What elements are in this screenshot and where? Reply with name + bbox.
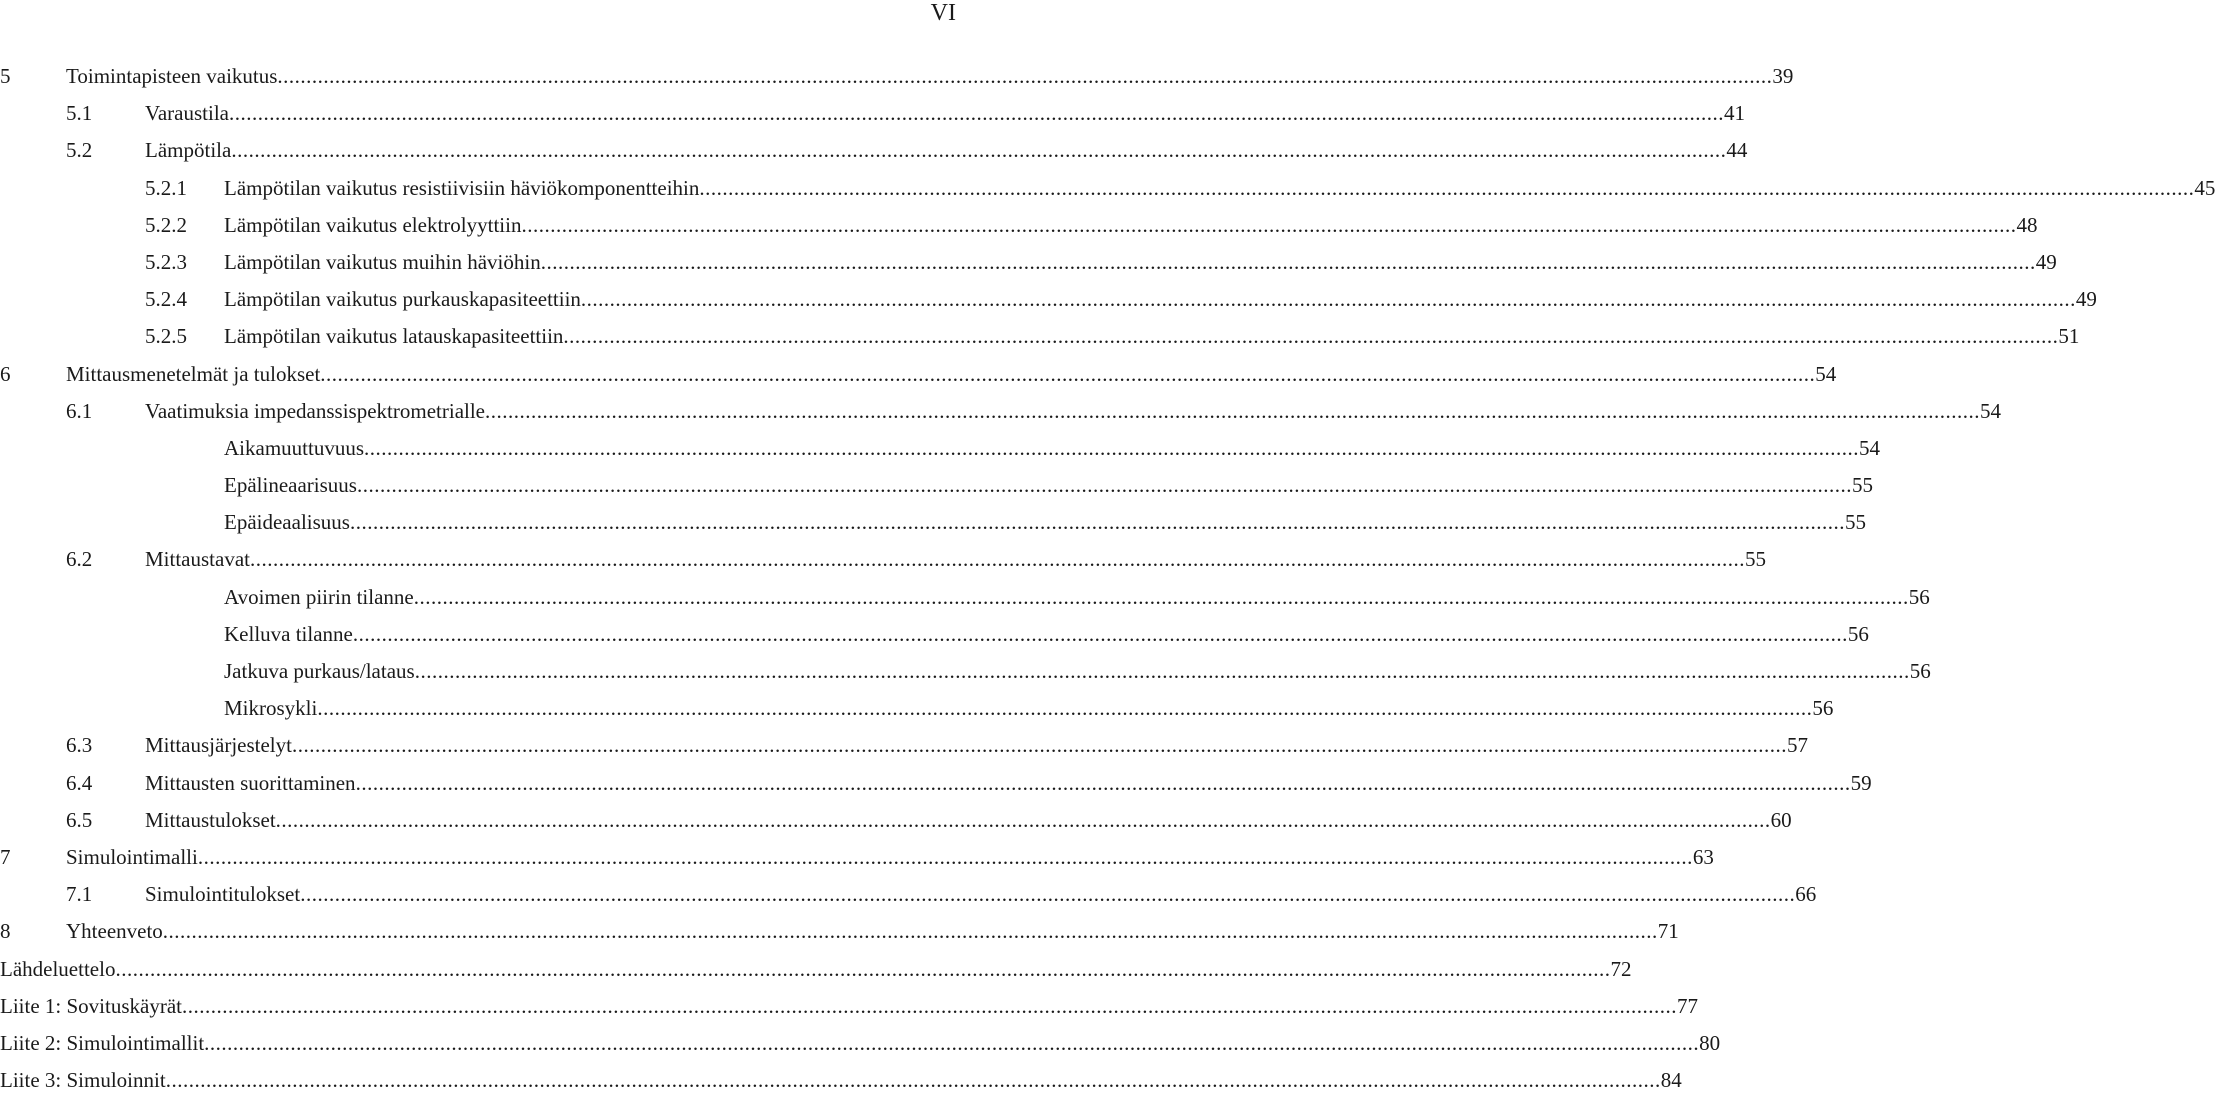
toc-dot-leader: .................................................................................................................................................................................................................................................................... <box>165 1068 1661 1093</box>
toc-entry[interactable] <box>0 616 1869 653</box>
toc-entry-page: 84 <box>1660 1068 1682 1093</box>
toc-entry-title: Simulointimalli <box>66 844 198 869</box>
toc-entry[interactable] <box>0 244 2057 281</box>
toc-entry-page: 55 <box>1744 547 1766 572</box>
toc-entry-number: 5.2.3 <box>145 249 187 274</box>
toc-entry-page: 44 <box>1726 138 1748 163</box>
toc-entry-number: 6.2 <box>66 547 93 572</box>
toc-entry[interactable] <box>0 876 1817 913</box>
toc-entry-title: Lämpötilan vaikutus elektrolyyttiin <box>224 212 522 237</box>
toc-entry-page: 80 <box>1699 1030 1721 1055</box>
toc-entry-title: Liite 2: Simulointimallit <box>0 1030 205 1055</box>
toc-entry[interactable] <box>0 1025 1721 1062</box>
toc-entry[interactable] <box>0 281 2097 318</box>
toc-entry-title: Lämpötila <box>145 138 232 163</box>
toc-entry-title: Mittausten suorittaminen <box>145 770 356 795</box>
toc-entry[interactable] <box>0 653 1931 690</box>
toc-entry-page: 51 <box>2058 324 2080 349</box>
toc-entry-page: 77 <box>1676 993 1698 1018</box>
toc-dot-leader: .................................................................................................................................................................................................................................................................... <box>249 547 1745 572</box>
toc-entry[interactable] <box>0 765 1872 802</box>
toc-dot-leader: .................................................................................................................................................................................................................................................................... <box>364 435 1859 460</box>
toc-entry-title: Lämpötilan vaikutus purkauskapasiteettiin <box>224 287 581 312</box>
toc-entry[interactable] <box>0 132 1748 169</box>
toc-entry-page: 56 <box>1847 621 1869 646</box>
toc-entry-page: 45 <box>2194 175 2215 200</box>
toc-entry-page: 59 <box>1850 770 1872 795</box>
toc-entry-page: 63 <box>1692 844 1714 869</box>
toc-entry-page: 56 <box>1908 584 1930 609</box>
toc-entry-number: 6.1 <box>66 398 93 423</box>
toc-entry-number: 6 <box>0 361 11 386</box>
toc-entry-number: 6.5 <box>66 807 93 832</box>
toc-entry-title: Lähdeluettelo <box>0 956 116 981</box>
toc-dot-leader: .................................................................................................................................................................................................................................................................... <box>162 919 1658 944</box>
toc-entry-page: 57 <box>1786 733 1808 758</box>
toc-dot-leader: .................................................................................................................................................................................................................................................................... <box>317 696 1813 721</box>
toc-entry-title: Epäideaalisuus <box>224 510 350 535</box>
toc-entry[interactable] <box>0 58 1794 95</box>
toc-entry-page: 39 <box>1772 64 1794 88</box>
toc-entry-number: 5.2.5 <box>145 324 187 349</box>
toc-dot-leader: .................................................................................................................................................................................................................................................................... <box>349 510 1845 535</box>
toc-entry-title: Avoimen piirin tilanne <box>224 584 414 609</box>
toc-entry-page: 41 <box>1723 101 1745 126</box>
toc-entry[interactable] <box>0 690 1834 727</box>
toc-entry[interactable] <box>0 356 1837 393</box>
toc-dot-leader: .................................................................................................................................................................................................................................................................... <box>356 473 1852 498</box>
toc-entry-title: Mittaustavat <box>145 547 250 572</box>
toc-entry-title: Lämpötilan vaikutus resistiivisiin häviökomponentteihin <box>224 175 700 200</box>
toc-entry-title: Lämpötilan vaikutus latauskapasiteettiin <box>224 324 564 349</box>
toc-dot-leader: .................................................................................................................................................................................................................................................................... <box>699 175 2195 200</box>
toc-entry-title: Yhteenveto <box>66 919 163 944</box>
toc-entry-page: 48 <box>2016 212 2038 237</box>
toc-entry-title: Aikamuuttuvuus <box>224 435 364 460</box>
toc-entry[interactable] <box>0 95 1745 132</box>
toc-entry[interactable] <box>0 839 1714 876</box>
toc-entry-number: 5.2 <box>66 138 93 163</box>
toc-dot-leader: .................................................................................................................................................................................................................................................................... <box>228 101 1724 126</box>
toc-entry-title: Toimintapisteen vaikutus <box>66 64 278 88</box>
toc-entry-page: 54 <box>1980 398 2001 423</box>
toc-entry-title: Mittaustulokset <box>145 807 276 832</box>
toc-entry[interactable] <box>0 393 2001 430</box>
toc-entry-page: 56 <box>1909 659 1931 683</box>
toc-entry-page: 55 <box>1851 473 1873 498</box>
toc-dot-leader: .................................................................................................................................................................................................................................................................... <box>320 361 1816 386</box>
toc-entry-title: Lämpötilan vaikutus muihin häviöhin <box>224 249 541 274</box>
toc-entry[interactable] <box>0 579 1930 616</box>
toc-entry-page: 49 <box>2075 287 2097 312</box>
toc-entry-title: Liite 3: Simuloinnit <box>0 1068 166 1093</box>
toc-entry[interactable] <box>0 913 1679 950</box>
toc-entry-title: Liite 1: Sovituskäyrät <box>0 993 182 1018</box>
toc-dot-leader: .................................................................................................................................................................................................................................................................... <box>115 956 1611 981</box>
toc-entry-title: Kelluva tilanne <box>224 621 353 646</box>
toc-dot-leader: .................................................................................................................................................................................................................................................................... <box>485 398 1980 423</box>
toc-entry[interactable] <box>0 170 2215 207</box>
toc-dot-leader: .................................................................................................................................................................................................................................................................... <box>291 733 1787 758</box>
toc-dot-leader: .................................................................................................................................................................................................................................................................... <box>414 659 1910 683</box>
toc-entry[interactable] <box>0 988 1698 1025</box>
toc-entry-title: Mikrosykli <box>224 696 318 721</box>
toc-entry-number: 8 <box>0 919 11 944</box>
toc-entry[interactable] <box>0 207 2038 244</box>
toc-entry-title: Mittausjärjestelyt <box>145 733 292 758</box>
toc-entry-number: 6.3 <box>66 733 93 758</box>
toc-entry-title: Epälineaarisuus <box>224 473 357 498</box>
toc-entry-title: Varaustila <box>145 101 229 126</box>
page-number: VI <box>930 0 956 26</box>
toc-entry-page: 56 <box>1812 696 1834 721</box>
toc-entry-page: 60 <box>1770 807 1792 832</box>
toc-entry-title: Simulointitulokset <box>145 882 301 907</box>
toc-entry[interactable] <box>0 1062 1682 1099</box>
toc-entry-number: 6.4 <box>66 770 93 795</box>
toc-dot-leader: .................................................................................................................................................................................................................................................................... <box>540 249 2036 274</box>
toc-dot-leader: .................................................................................................................................................................................................................................................................... <box>521 212 2017 237</box>
toc-dot-leader: .................................................................................................................................................................................................................................................................... <box>580 287 2076 312</box>
toc-dot-leader: .................................................................................................................................................................................................................................................................... <box>300 882 1796 907</box>
toc-entry-page: 72 <box>1610 956 1632 981</box>
toc-dot-leader: .................................................................................................................................................................................................................................................................... <box>563 324 2059 349</box>
toc-entry-page: 49 <box>2035 249 2057 274</box>
toc-entry-number: 5.2.4 <box>145 287 187 312</box>
toc-dot-leader: .................................................................................................................................................................................................................................................................... <box>352 621 1848 646</box>
table-of-contents <box>0 58 2215 1099</box>
toc-entry-page: 54 <box>1815 361 1837 386</box>
toc-dot-leader: .................................................................................................................................................................................................................................................................... <box>181 993 1677 1018</box>
toc-dot-leader: .................................................................................................................................................................................................................................................................... <box>204 1030 1700 1055</box>
toc-entry[interactable] <box>0 430 1880 467</box>
toc-entry-number: 7.1 <box>66 882 93 907</box>
toc-dot-leader: .................................................................................................................................................................................................................................................................... <box>197 844 1693 869</box>
toc-dot-leader: .................................................................................................................................................................................................................................................................... <box>275 807 1771 832</box>
toc-dot-leader: .................................................................................................................................................................................................................................................................... <box>277 64 1773 88</box>
toc-entry-number: 5.2.1 <box>145 175 187 200</box>
toc-entry[interactable] <box>0 318 2080 355</box>
toc-entry[interactable] <box>0 727 1808 764</box>
toc-dot-leader: .................................................................................................................................................................................................................................................................... <box>413 584 1909 609</box>
toc-entry-title: Jatkuva purkaus/lataus <box>224 659 415 683</box>
toc-entry[interactable] <box>0 951 1632 988</box>
toc-entry-page: 55 <box>1844 510 1866 535</box>
toc-entry-title: Vaatimuksia impedanssispektrometrialle <box>145 398 485 423</box>
toc-entry-page: 66 <box>1795 882 1817 907</box>
toc-entry[interactable] <box>0 541 1766 578</box>
toc-dot-leader: .................................................................................................................................................................................................................................................................... <box>231 138 1727 163</box>
toc-entry-page: 71 <box>1657 919 1679 944</box>
toc-entry-number: 5.2.2 <box>145 212 187 237</box>
toc-dot-leader: .................................................................................................................................................................................................................................................................... <box>355 770 1851 795</box>
toc-entry-title: Mittausmenetelmät ja tulokset <box>66 361 321 386</box>
toc-entry-number: 5.1 <box>66 101 93 126</box>
toc-entry-page: 54 <box>1859 435 1880 460</box>
toc-entry[interactable] <box>0 504 1866 541</box>
toc-entry-number: 7 <box>0 844 11 869</box>
toc-entry-number: 5 <box>0 64 11 88</box>
toc-entry[interactable] <box>0 802 1792 839</box>
toc-entry[interactable] <box>0 467 1873 504</box>
